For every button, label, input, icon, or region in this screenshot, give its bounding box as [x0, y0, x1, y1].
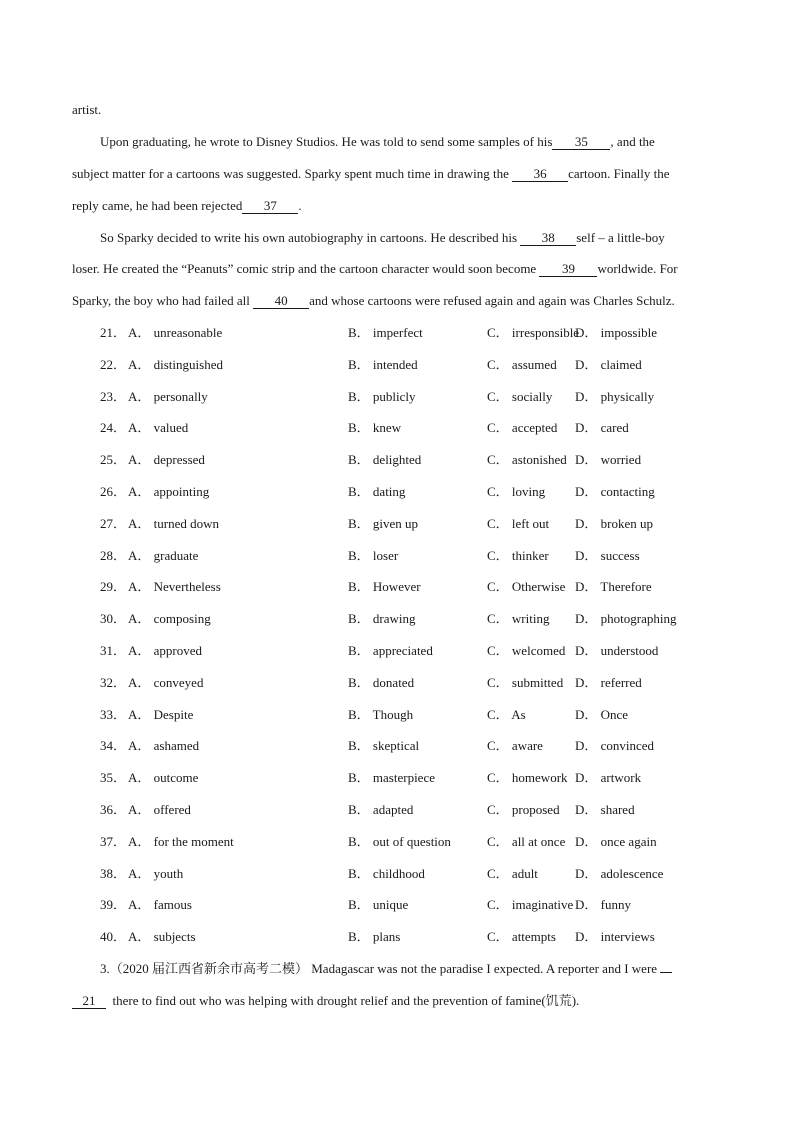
- option-a: A． Despite: [128, 706, 194, 722]
- option-d: D． claimed: [575, 356, 642, 372]
- next-question-line: 21 there to find out who was helping with drought relief and the prevention of famine(饥荒).: [72, 992, 724, 1010]
- option-a: A． for the moment: [128, 833, 234, 849]
- blank-40: 40: [253, 294, 309, 309]
- option-b: B． However: [348, 579, 421, 595]
- option-a: A． graduate: [128, 547, 199, 563]
- question-number: 22．: [100, 356, 127, 372]
- option-a: A． depressed: [128, 452, 205, 468]
- passage-line: Upon graduating, he wrote to Disney Studios. He was told to send some samples of his 35 , and the: [100, 134, 655, 149]
- option-a: A． famous: [128, 897, 192, 913]
- option-c: C． submitted: [487, 674, 564, 690]
- option-d: D． funny: [575, 897, 631, 913]
- option-b: B． out of question: [348, 833, 451, 849]
- option-c: C． Otherwise: [487, 579, 566, 595]
- option-a: A． youth: [128, 865, 184, 881]
- option-c: C． writing: [487, 611, 550, 627]
- option-d: D． interviews: [575, 929, 655, 945]
- question-number: 26．: [100, 484, 127, 499]
- question-row: [100, 706, 724, 724]
- question-row: [100, 642, 724, 660]
- option-b: B． plans: [348, 929, 401, 945]
- question-row: [100, 388, 724, 406]
- option-c: C． thinker: [487, 547, 549, 563]
- option-d: D． understood: [575, 643, 659, 658]
- option-b: B． loser: [348, 547, 399, 563]
- option-b: B． knew: [348, 420, 402, 436]
- next-question-line: 3.（2020 届江西省新余市高考二模） Madagascar was not the paradise I expected. A reporter and I were: [100, 960, 724, 978]
- option-a: A． Nevertheless: [128, 579, 221, 595]
- option-a: A． composing: [128, 611, 211, 627]
- passage-line: reply came, he had been rejected 37 .: [72, 198, 302, 213]
- option-c: C． adult: [487, 865, 538, 881]
- question-number: 36．: [100, 802, 127, 817]
- option-c: C． assumed: [487, 356, 557, 372]
- option-a: A． appointing: [128, 484, 210, 499]
- passage-line: loser. He created the “Peanuts” comic strip and the cartoon character would soon become 39 worldwide. For: [72, 261, 678, 276]
- question-row: [100, 610, 724, 628]
- option-a: A． approved: [128, 643, 203, 658]
- question-row: [100, 769, 724, 787]
- option-d: D． success: [575, 547, 640, 563]
- option-d: D． photographing: [575, 611, 677, 627]
- option-d: D． shared: [575, 802, 635, 817]
- option-b: B． appreciated: [348, 643, 433, 658]
- option-d: D． physically: [575, 388, 655, 404]
- option-b: B． delighted: [348, 452, 422, 468]
- option-c: C． irresponsible: [487, 325, 580, 340]
- option-b: B． skeptical: [348, 738, 420, 754]
- option-d: D． worried: [575, 452, 642, 468]
- blank-39: 39: [539, 262, 597, 277]
- option-c: C． welcomed: [487, 643, 566, 658]
- option-d: D． convinced: [575, 738, 655, 754]
- question-row: [100, 483, 724, 501]
- question-row: [100, 801, 724, 819]
- passage-line: So Sparky decided to write his own autobiography in cartoons. He described his 38 self – a little-boy: [100, 230, 665, 245]
- question-row: [100, 451, 724, 469]
- question-number: 27．: [100, 515, 127, 531]
- question-number: 30．: [100, 611, 127, 627]
- option-b: B． unique: [348, 897, 409, 913]
- question-number: 21．: [100, 325, 127, 340]
- option-d: D． Therefore: [575, 579, 652, 595]
- question-row: [100, 419, 724, 437]
- question-row: [100, 896, 724, 914]
- option-b: B． childhood: [348, 865, 425, 881]
- option-d: D． contacting: [575, 484, 655, 499]
- question-number: 24．: [100, 420, 127, 436]
- option-a: A． offered: [128, 802, 191, 817]
- question-row: [100, 324, 724, 342]
- question-row: [100, 674, 724, 692]
- blank-21: 21: [72, 994, 106, 1009]
- option-d: D． adolescence: [575, 865, 664, 881]
- option-a: A． conveyed: [128, 674, 204, 690]
- option-a: A． outcome: [128, 770, 199, 786]
- question-row: [100, 578, 724, 596]
- option-d: D． cared: [575, 420, 629, 436]
- question-row: [100, 515, 724, 533]
- option-c: C． socially: [487, 388, 553, 404]
- option-c: C． left out: [487, 515, 550, 531]
- question-number: 29．: [100, 579, 127, 595]
- option-b: B． adapted: [348, 802, 414, 817]
- option-b: B． given up: [348, 515, 419, 531]
- question-row: [100, 865, 724, 883]
- option-b: B． imperfect: [348, 325, 423, 340]
- option-a: A． distinguished: [128, 356, 223, 372]
- option-b: B． publicly: [348, 388, 416, 404]
- question-row: [100, 547, 724, 565]
- question-number: 38．: [100, 865, 127, 881]
- question-number: 32．: [100, 674, 127, 690]
- option-c: C． homework: [487, 770, 568, 786]
- passage-line: Sparky, the boy who had failed all 40 and whose cartoons were refused again and again was Charles Schulz.: [72, 293, 675, 308]
- option-c: C． loving: [487, 484, 546, 499]
- option-d: D． broken up: [575, 515, 653, 531]
- question-row: [100, 833, 724, 851]
- option-d: D． Once: [575, 706, 629, 722]
- option-b: B． donated: [348, 674, 415, 690]
- question-number: 23．: [100, 388, 127, 404]
- option-b: B． drawing: [348, 611, 416, 627]
- option-a: A． turned down: [128, 515, 219, 531]
- question-row: [100, 356, 724, 374]
- option-c: C． all at once: [487, 833, 566, 849]
- option-b: B． intended: [348, 356, 418, 372]
- option-a: A． subjects: [128, 929, 196, 945]
- question-number: 35．: [100, 770, 127, 786]
- question-number: 39．: [100, 897, 127, 913]
- option-b: B． Though: [348, 706, 414, 722]
- option-a: A． valued: [128, 420, 189, 436]
- question-number: 28．: [100, 547, 127, 563]
- option-c: C． aware: [487, 738, 543, 754]
- passage-line: subject matter for a cartoons was suggested. Sparky spent much time in drawing the 36 cartoon. Finally the: [72, 166, 670, 181]
- option-c: C． astonished: [487, 452, 567, 468]
- option-a: A． ashamed: [128, 738, 200, 754]
- passage-line: artist.: [72, 102, 102, 117]
- option-c: C． proposed: [487, 802, 560, 817]
- question-number: 40．: [100, 929, 127, 945]
- question-number: 25．: [100, 452, 127, 468]
- option-b: B． dating: [348, 484, 406, 499]
- blank-38: 38: [520, 231, 576, 246]
- question-number: 37．: [100, 833, 127, 849]
- option-d: D． impossible: [575, 325, 657, 340]
- question-row: [100, 928, 724, 946]
- option-d: D． once again: [575, 833, 657, 849]
- option-c: C． imaginative: [487, 897, 574, 913]
- blank-37: 37: [242, 199, 298, 214]
- option-d: D． referred: [575, 674, 642, 690]
- blank-36: 36: [512, 167, 568, 182]
- leading-underline: [660, 972, 672, 973]
- option-c: C． As: [487, 706, 526, 722]
- question-number: 34．: [100, 738, 127, 754]
- option-a: A． personally: [128, 388, 208, 404]
- option-b: B． masterpiece: [348, 770, 435, 786]
- question-number: 31．: [100, 643, 127, 658]
- question-number: 33．: [100, 706, 127, 722]
- question-row: [100, 737, 724, 755]
- option-d: D． artwork: [575, 770, 642, 786]
- option-a: A． unreasonable: [128, 325, 223, 340]
- option-c: C． attempts: [487, 929, 556, 945]
- blank-35: 35: [552, 135, 610, 150]
- option-c: C． accepted: [487, 420, 558, 436]
